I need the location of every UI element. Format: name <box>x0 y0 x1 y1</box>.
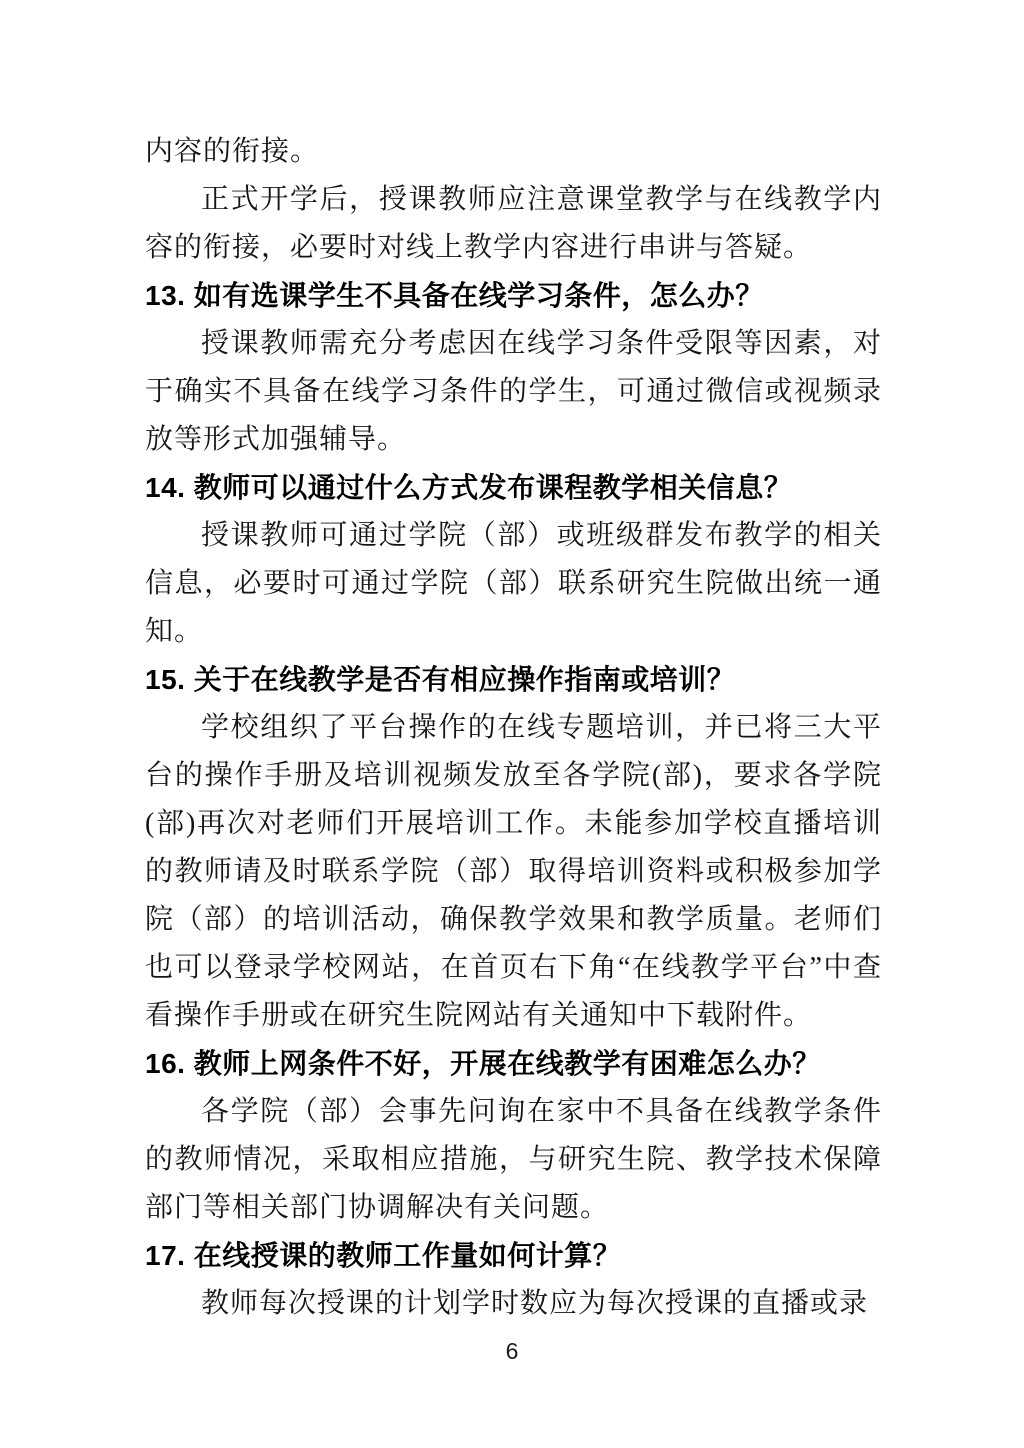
page-number: 6 <box>505 1338 519 1364</box>
paragraph-answer-14: 授课教师可通过学院（部）或班级群发布教学的相关信息，必要时可通过学院（部）联系研究生院做出统一通知。 <box>145 520 882 647</box>
question-heading-13: 13. 如有选课学生不具备在线学习条件，怎么办？ <box>145 280 764 311</box>
question-heading-17: 17. 在线授课的教师工作量如何计算？ <box>145 1240 622 1271</box>
question-heading-15: 15. 关于在线教学是否有相应操作指南或培训？ <box>145 664 736 695</box>
question-heading-16: 16. 教师上网条件不好，开展在线教学有困难怎么办？ <box>145 1048 821 1079</box>
paragraph-answer-17-partial: 教师每次授课的计划学时数应为每次授课的直播或录 <box>201 1288 869 1319</box>
paragraph-answer-15: 学校组织了平台操作的在线专题培训，并已将三大平台的操作手册及培训视频发放至各学院(部)，要求各学院(部)再次对老师们开展培训工作。未能参加学校直播培训的教师请及时联系学院（部）取得培训资料或积极参加学院（部）的培训活动，确保教学效果和教学质量。老师们也可以登录学校网站，在首页右下角“在线教学平台”中查看操作手册或在研究生院网站有关通知中下载附件。 <box>145 712 882 1031</box>
paragraph-continuation-from-previous-page: 内容的衔接。 <box>145 136 320 167</box>
question-heading-14: 14. 教师可以通过什么方式发布课程教学相关信息？ <box>145 472 793 503</box>
paragraph-answer-13: 授课教师需充分考虑因在线学习条件受限等因素，对于确实不具备在线学习条件的学生，可通过微信或视频录放等形式加强辅导。 <box>145 328 882 455</box>
paragraph-answer-16: 各学院（部）会事先问询在家中不具备在线教学条件的教师情况，采取相应措施，与研究生院、教学技术保障部门等相关部门协调解决有关问题。 <box>145 1096 882 1223</box>
paragraph-answer-12: 正式开学后，授课教师应注意课堂教学与在线教学内容的衔接，必要时对线上教学内容进行串讲与答疑。 <box>145 184 882 263</box>
page-footer <box>0 1336 1024 1366</box>
document-content <box>145 128 882 1328</box>
